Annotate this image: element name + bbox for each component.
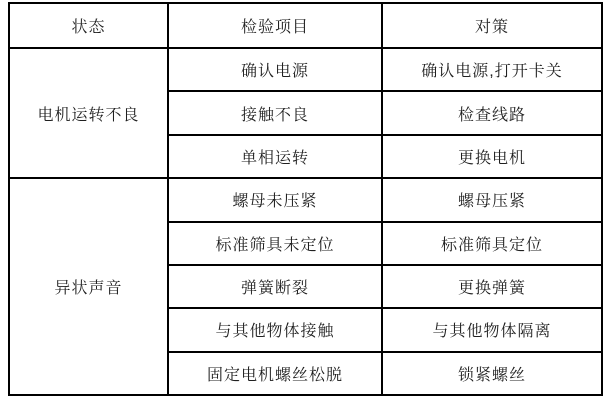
- table-row: [9, 48, 602, 91]
- action-cell: 更换弹簧: [382, 265, 602, 308]
- check-cell: 标准筛具未定位: [168, 222, 382, 265]
- status-cell-abnormal-sound: 异状声音: [9, 178, 168, 395]
- action-cell: 锁紧螺丝: [382, 352, 602, 395]
- check-cell: 与其他物体接触: [168, 308, 382, 351]
- table-row: [9, 178, 602, 221]
- action-cell: 确认电源,打开卡关: [382, 48, 602, 91]
- action-cell: 标准筛具定位: [382, 222, 602, 265]
- action-cell: 更换电机: [382, 135, 602, 178]
- check-cell: 螺母未压紧: [168, 178, 382, 221]
- action-cell: 螺母压紧: [382, 178, 602, 221]
- check-cell: 接触不良: [168, 91, 382, 134]
- action-cell: 检查线路: [382, 91, 602, 134]
- troubleshooting-table: [8, 2, 603, 396]
- check-cell: 固定电机螺丝松脱: [168, 352, 382, 395]
- header-countermeasure: 对策: [382, 3, 602, 48]
- table-header-row: [9, 3, 602, 48]
- status-cell-motor-malfunction: 电机运转不良: [9, 48, 168, 178]
- check-cell: 单相运转: [168, 135, 382, 178]
- check-cell: 弹簧断裂: [168, 265, 382, 308]
- action-cell: 与其他物体隔离: [382, 308, 602, 351]
- header-status: 状态: [9, 3, 168, 48]
- check-cell: 确认电源: [168, 48, 382, 91]
- header-check-item: 检验项目: [168, 3, 382, 48]
